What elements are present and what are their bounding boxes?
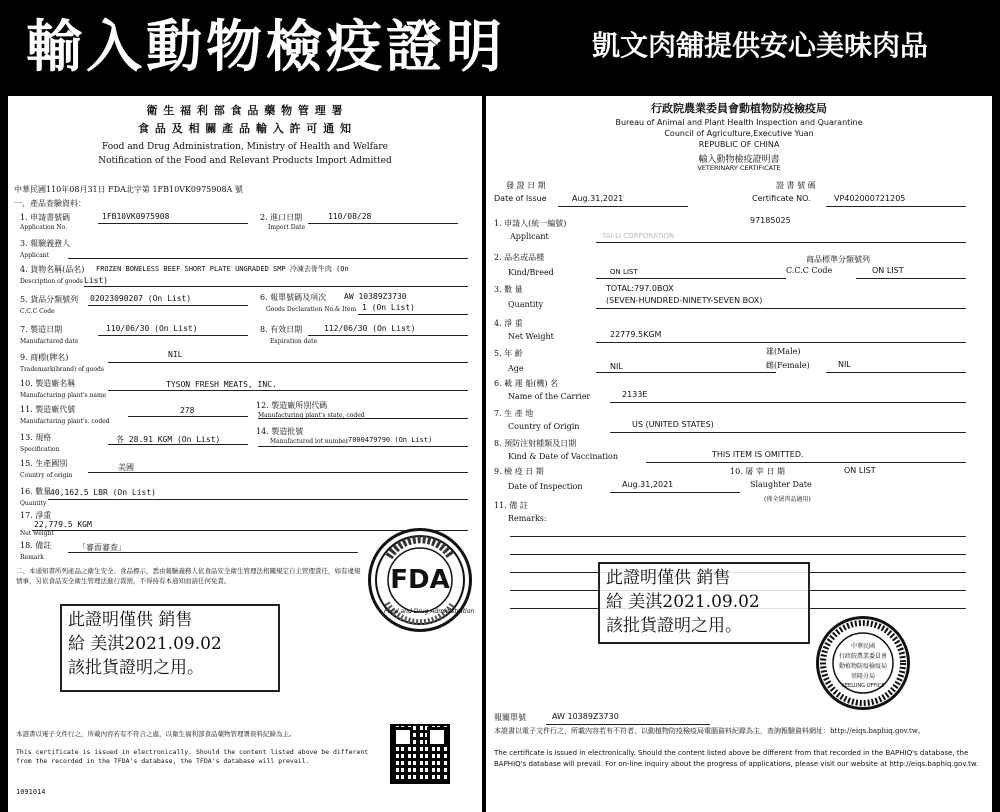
- r5-female-value: NIL: [838, 360, 851, 369]
- r7-label: 7. 生 產 地: [494, 409, 534, 418]
- f15-value: 美國: [118, 463, 134, 472]
- r10-note: (僅全屠肉品適用): [764, 496, 811, 503]
- f11-line: [128, 416, 248, 417]
- f15-line: [88, 472, 468, 473]
- f16-value: 40,162.5 LBR (On List): [50, 488, 156, 497]
- r2-en: Kind/Breed: [508, 268, 554, 277]
- cert-label-zh: 證 書 號 碼: [776, 181, 816, 190]
- r1-value: TAI-LI CORPORATION: [602, 232, 675, 240]
- left-header-zh2: 食 品 及 相 關 產 品 輸 入 許 可 通 知: [138, 122, 352, 135]
- f12-line: [258, 418, 468, 419]
- decl-label: 報關單號: [494, 713, 526, 722]
- seal-center-1: 中華民國: [850, 643, 875, 650]
- f7-value: 110/06/30 (On List): [106, 324, 198, 333]
- f4-value: FROZEN BONELESS BEEF SHORT PLATE UNGRADED SMP 冷凍去骨牛肉 (On: [96, 265, 349, 273]
- f3-line: [68, 258, 468, 259]
- f8-label: 8. 有效日期: [260, 325, 303, 334]
- f3-label: 3. 報驗義務人: [20, 239, 71, 248]
- f1-value: 1FB10VK0975908: [102, 212, 170, 221]
- baphiq-seal: [816, 616, 910, 710]
- issue-label: Date of Issue: [494, 194, 547, 203]
- cert-label: Certificate NO.: [752, 194, 811, 203]
- r5-value: NIL: [610, 362, 623, 371]
- r10-label: 10. 屠 宰 日 期: [730, 467, 785, 476]
- left-header-en2: Notification of the Food and Relevant Products Import Admitted: [98, 156, 392, 166]
- r11-label: 11. 備 註: [494, 501, 528, 510]
- f6-en: Goods Declaration No.& Item: [266, 306, 357, 313]
- r9-label: 9. 檢 疫 日 期: [494, 467, 544, 476]
- f6-line: [358, 314, 468, 315]
- r1-label: 1. 申請人(統一編號): [494, 219, 567, 228]
- f1-en: Application No.: [20, 224, 68, 231]
- f1-line: [98, 223, 248, 224]
- seal-center-2: 行政院農業委員會: [838, 653, 887, 660]
- cert-line: [826, 206, 966, 207]
- r8-line: [646, 462, 966, 463]
- r2-label: 2. 品名或品種: [494, 253, 545, 262]
- f10-en: Manufacturing plant's name: [20, 392, 107, 399]
- f16-label: 16. 數量: [20, 487, 52, 496]
- r10-en: Slaughter Date: [750, 480, 812, 489]
- f2-label: 2. 進口日期: [260, 213, 303, 222]
- r7-en: Country of Origin: [508, 422, 580, 431]
- f17-en: Net weight: [20, 530, 54, 537]
- r6-en: Name of the Carrier: [508, 392, 591, 401]
- left-header-zh1: 衛 生 福 利 部 食 品 藥 物 管 理 署: [146, 104, 344, 117]
- left-stamp-line2: 給 美淇2021.09.02: [68, 634, 222, 654]
- r2-code-line: [856, 278, 966, 279]
- r10-value: ON LIST: [844, 466, 876, 475]
- r1-line: [596, 242, 966, 243]
- right-header-zh2: 輸入動物檢疫證明書: [698, 155, 780, 165]
- left-stamp-line3: 該批貨證明之用。: [68, 658, 204, 678]
- f10-line: [108, 390, 468, 391]
- f4-en: Description of goods: [20, 278, 83, 285]
- right-stamp-line2: 給 美淇2021.09.02: [606, 592, 760, 612]
- f14-line: [258, 446, 468, 447]
- r2-code-label-zh: 商品標準分類號列: [806, 255, 870, 264]
- f12-label: 12. 製造廠所別代碼: [256, 401, 328, 410]
- f13-line: [108, 444, 248, 445]
- right-footer-zh: 本證書以電子文件行之，所載內容若有不符者，以動植物防疫檢疫局電腦資料紀錄為主，查詢報驗資料網址：http://eiqs.baphiq.gov.tw。: [494, 727, 925, 735]
- f18-label: 18. 備註: [20, 541, 52, 550]
- f6-value: AW 10389Z3730: [344, 292, 407, 301]
- cert-value: VP402000721205: [834, 194, 906, 203]
- left-footer-code: 1091014: [16, 788, 46, 796]
- f13-label: 13. 規格: [20, 433, 52, 442]
- seal-center-3: 動植物防疫檢疫局: [838, 663, 887, 670]
- r9-value: Aug.31,2021: [622, 480, 674, 489]
- f4-line: [84, 286, 468, 287]
- issue-line: [558, 206, 688, 207]
- r4-line: [596, 342, 966, 343]
- f18-line: [68, 552, 358, 553]
- r2-code-label: C.C.C Code: [786, 266, 833, 275]
- right-header-en2: Council of Agriculture,Executive Yuan: [664, 129, 814, 138]
- r3-line: [596, 308, 966, 309]
- f16-en: Quantity: [20, 500, 47, 507]
- r3-label: 3. 數 量: [494, 285, 523, 294]
- r1-en: Applicant: [510, 232, 549, 241]
- f14-label: 14. 製造批號: [256, 427, 304, 436]
- decl-value: AW 10389Z3730: [552, 712, 619, 721]
- issue-value: Aug.31,2021: [572, 194, 624, 203]
- f5-en: C.C.C Code: [20, 308, 55, 315]
- r5-female: 雌(Female): [766, 361, 810, 370]
- right-header-zh1: 行政院農業委員會動植物防疫檢疫局: [651, 102, 827, 115]
- left-date-line: 中華民國110年08月31日 FDA北字第 1FB10VK0975908A 號: [14, 185, 243, 194]
- decl-line: [546, 724, 710, 725]
- fda-import-notification: [8, 96, 482, 812]
- r8-label: 8. 預防注射種類及日期: [494, 439, 577, 448]
- f9-en: Trademark(brand) of goods: [20, 366, 104, 373]
- f15-label: 15. 生產國別: [20, 459, 68, 468]
- f18-value: 「審面審查」: [78, 543, 126, 552]
- f9-value: NIL: [168, 350, 183, 359]
- r6-value: 2133E: [622, 390, 648, 399]
- banner-subtitle: 凱文肉舖提供安心美味肉品: [592, 29, 929, 62]
- issue-label-zh: 發 證 日 期: [506, 181, 546, 190]
- r3-value2: (SEVEN-HUNDRED-NINETY-SEVEN BOX): [606, 296, 763, 305]
- r6-line: [610, 402, 966, 403]
- f7-label: 7. 製造日期: [20, 325, 63, 334]
- r8-value: THIS ITEM IS OMITTED.: [712, 450, 804, 459]
- left-header-en1: Food and Drug Administration, Ministry of Health and Welfare: [101, 142, 388, 152]
- f14-en: Manufactured lot number: [270, 438, 349, 445]
- right-footer-en: The certificate is issued in electronically. Should the content listed above be different from that recorded in the BAPHIQ's database, the BAPHIQ's database will prevail. For on-line inquiry about the progress of applications, please visit our website at http://eiqs.baphiq.gov.tw.: [494, 749, 979, 768]
- veterinary-certificate: [486, 96, 992, 812]
- right-header-en3: REPUBLIC OF CHINA: [698, 140, 780, 149]
- r9-line: [610, 492, 740, 493]
- banner: [0, 0, 1000, 96]
- f10-value: TYSON FRESH MEATS, INC.: [166, 380, 277, 389]
- f5-line: [88, 305, 248, 306]
- f8-line: [308, 335, 468, 336]
- f14-value: 7000479790 (On List): [348, 436, 433, 444]
- r7-value: US (UNITED STATES): [632, 420, 714, 429]
- f8-en: Expiration date: [270, 338, 318, 345]
- fda-seal-ring-en: Food and Drug Administration: [384, 608, 475, 615]
- f12-en: Manufacturing plant's state, coded: [258, 412, 365, 419]
- f17-label: 17. 淨重: [20, 511, 52, 520]
- left-footer-en: This certificate is issued in electronically. Should the content listed above be different from the recorded in the TFDA's database, the TFDA's database will prevail.: [16, 748, 369, 765]
- right-stamp-line3: 該批貨證明之用。: [606, 616, 742, 636]
- r3-value: TOTAL:797.0BOX: [606, 284, 674, 293]
- f2-value: 110/08/28: [328, 212, 372, 221]
- f9-label: 9. 商標(牌名): [20, 353, 69, 362]
- f7-line: [98, 335, 248, 336]
- seal-center-4: 基隆分局: [850, 673, 875, 680]
- right-stamp-line1: 此證明僅供 銷售: [606, 568, 731, 588]
- seal-ring-en: KEELUNG OFFICE: [841, 683, 885, 689]
- r4-value: 22779.5KGM: [610, 330, 662, 339]
- f5-value: 02023090207 (On List): [90, 294, 192, 303]
- r5-line: [596, 372, 776, 373]
- f3-en: Applicant: [20, 252, 50, 259]
- right-header-en4: VETERINARY CERTIFICATE: [697, 164, 781, 172]
- f17-value: 22,779.5 KGM: [34, 520, 92, 529]
- f11-label: 11. 製造廠代號: [20, 405, 76, 414]
- r9-en: Date of Inspection: [508, 482, 583, 491]
- remark-line-1: [510, 536, 966, 537]
- r1-id: 97185025: [750, 216, 791, 225]
- f5-label: 5. 貨品分類號列: [20, 295, 79, 304]
- f2-en: Import Date: [268, 224, 306, 231]
- r5-male: 雄(Male): [766, 347, 801, 356]
- f2-line: [308, 223, 458, 224]
- r5-label: 5. 年 齡: [494, 349, 523, 358]
- f16-line: [48, 499, 468, 500]
- remark-line-2: [510, 554, 966, 555]
- r7-line: [610, 432, 966, 433]
- f13-value: 各 28.91 KGM (On List): [116, 435, 221, 444]
- left-seller-stamp: [60, 604, 280, 692]
- right-seller-stamp: [598, 562, 810, 644]
- left-section2: 二、本通知書所列產品之衛生安全、食品標示，悉由報驗義務人依食品安全衛生管理法相關規定自主管理責任，如有違規情事，另依食品安全衛生管理法進行裁罰，不得持有本通知而請任何免責。: [16, 567, 361, 585]
- f11-en: Manufacturing plant's. coded: [20, 418, 110, 425]
- f13-en: Specification: [20, 446, 60, 453]
- f18-en: Remark: [20, 554, 44, 561]
- f4-label: 4. 貨物名稱(品名): [20, 265, 85, 274]
- r6-label: 6. 載 運 船(機) 名: [494, 379, 559, 388]
- r2-line: [596, 278, 786, 279]
- f7-en: Manufactured date: [20, 338, 79, 345]
- left-stamp-line1: 此證明僅供 銷售: [68, 610, 193, 630]
- r11-en: Remarks:: [508, 514, 547, 523]
- fda-seal-text: FDA: [390, 565, 450, 595]
- r5-female-line: [826, 372, 966, 373]
- left-section1: 一、產品查驗資料：: [14, 199, 86, 208]
- fda-seal: [368, 528, 475, 632]
- r5-en: Age: [508, 364, 524, 373]
- f1-label: 1. 申請書號碼: [20, 213, 71, 222]
- f6-value2: 1 (On List): [362, 303, 415, 312]
- r2-value: ON LIST: [610, 268, 638, 276]
- right-header-en1: Bureau of Animal and Plant Health Inspection and Quarantine: [615, 118, 863, 127]
- qr-code: [390, 724, 450, 784]
- f6-label: 6. 報單號碼及項次: [260, 293, 327, 302]
- r3-en: Quantity: [508, 300, 544, 309]
- r4-en: Net Weight: [508, 332, 554, 341]
- r4-label: 4. 淨 重: [494, 319, 523, 328]
- r2-code-value: ON LIST: [872, 266, 904, 275]
- f10-label: 10. 製造廠名稱: [20, 379, 76, 388]
- f11-value: 278: [180, 406, 195, 415]
- left-footer-zh: 本證書以電子文件行之，所載內容若有不符合之處，以衛生福利部食品藥物管理署資料紀錄為主。: [16, 730, 296, 738]
- f9-line: [108, 362, 468, 363]
- banner-title: 輸入動物檢疫證明: [26, 15, 506, 80]
- r8-en: Kind & Date of Vaccination: [508, 452, 619, 461]
- f15-en: Country of origin: [20, 472, 73, 479]
- f4-value2: List): [84, 276, 109, 285]
- f8-value: 112/06/30 (On List): [324, 324, 416, 333]
